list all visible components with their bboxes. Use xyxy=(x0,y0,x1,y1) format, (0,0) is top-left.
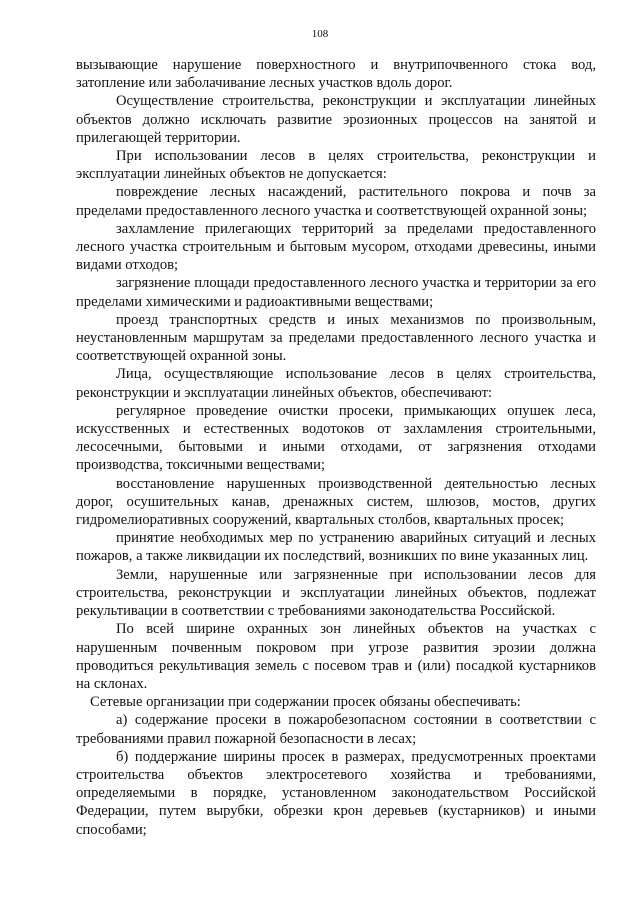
list-item-restoration: восстановление нарушенных производственной деятельностью лесных дорог, осушительных канав, дренажных систем, шлюзов, мостов, других гидромелиоративных сооружений, квартальных столбов, квартальных просек; xyxy=(76,475,596,529)
page-number: 108 xyxy=(311,28,329,40)
list-item-damage: повреждение лесных насаждений, растительного покрова и почв за пределами предоставленного лесного участка и соответствующей охранной зоны; xyxy=(76,184,596,219)
paragraph-recultivation: Земли, нарушенные или загрязненные при использовании лесов для строительства, реконструкции и эксплуатации линейных объектов, подлежат рекультивации в соответствии с требованиями законодательства Российской. xyxy=(76,566,596,620)
list-item-pollution: загрязнение площади предоставленного лесного участка и территории за его пределами химическими и радиоактивными веществами; xyxy=(76,275,596,310)
list-item-cleaning: регулярное проведение очистки просеки, примыкающих опушек леса, искусственных и естественных водотоков от захламления строительными, лесосечными, бытовыми и иными отходами, от загрязнения отходами производства, токсичными веществами; xyxy=(76,402,596,474)
document-body xyxy=(76,56,596,839)
paragraph-network-obligations: Сетевые организации при содержании просек обязаны обеспечивать: xyxy=(90,694,521,711)
list-item-b: б) поддержание ширины просек в размерах, предусмотренных проектами строительства объектов электросетевого хозяйства и требованиями, определяемыми в порядке, установленном законодательством Российской Федерации, путем вырубки, обрезки крон деревьев (кустарников) и иными способами; xyxy=(76,748,596,838)
paragraph-prohibitions-intro: При использовании лесов в целях строительства, реконструкции и эксплуатации линейных объектов не допускается: xyxy=(76,148,596,183)
list-item-a: а) содержание просеки в пожаробезопасном состоянии в соответствии с требованиями правил пожарной безопасности в лесах; xyxy=(76,712,596,747)
list-item-vehicle-passage: проезд транспортных средств и иных механизмов по произвольным, неустановленным маршрутам за пределами предоставленного лесного участка и соответствующей охранной зоны. xyxy=(76,311,596,365)
paragraph-protection-zones: По всей ширине охранных зон линейных объектов на участках с нарушенным почвенным покровом при угрозе развития эрозии должна проводиться рекультивация земель с посевом трав и (или) посадкой кустарников на склонах. xyxy=(76,621,596,692)
list-item-littering: захламление прилегающих территорий за пределами предоставленного лесного участка строительным и бытовым мусором, отходами древесины, иными видами отходов; xyxy=(76,220,596,274)
paragraph-erosion: Осуществление строительства, реконструкции и эксплуатации линейных объектов должно исключать развитие эрозионных процессов на занятой и прилегающей территории. xyxy=(76,93,596,146)
paragraph-continuation: вызывающие нарушение поверхностного и внутрипочвенного стока вод, затопление или заболачивание лесных участков вдоль дорог. xyxy=(76,57,596,92)
paragraph-obligations-intro: Лица, осуществляющие использование лесов в целях строительства, реконструкции и эксплуатации линейных объектов, обеспечивают: xyxy=(76,366,596,401)
list-item-emergency: принятие необходимых мер по устранению аварийных ситуаций и лесных пожаров, а также ликвидации их последствий, возникших по вине указанных лиц. xyxy=(76,530,596,565)
